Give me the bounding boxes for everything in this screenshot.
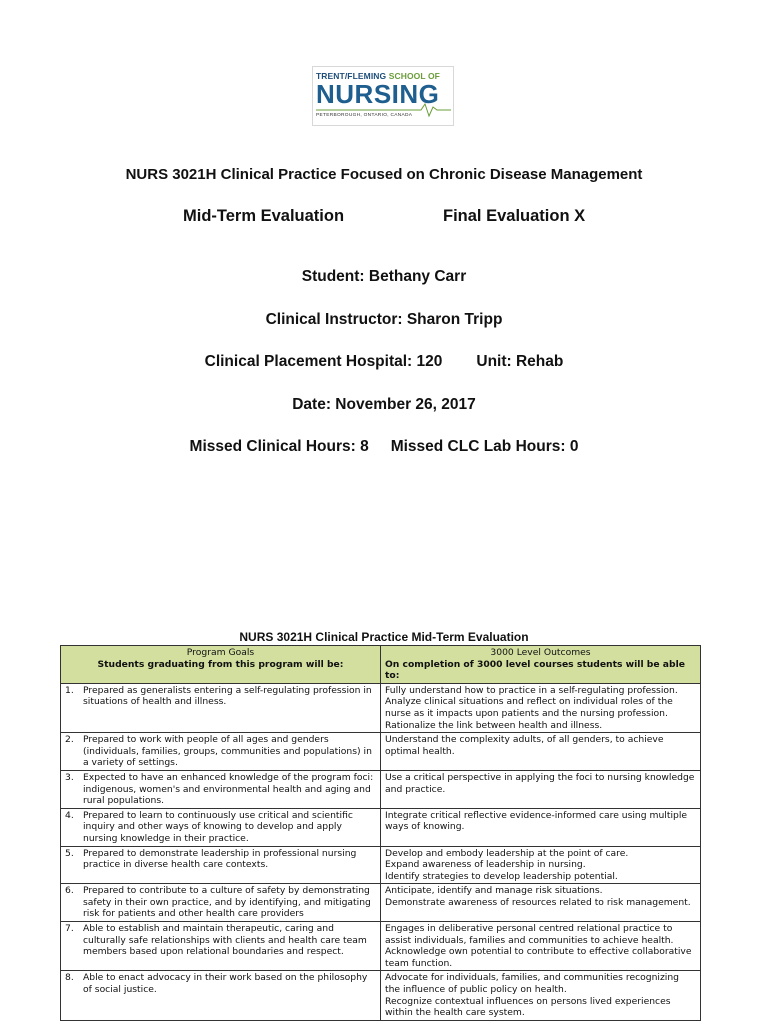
goal-text: Prepared as generalists entering a self-regulating profession in situations of health and illness. <box>83 684 372 708</box>
table-row <box>61 808 701 846</box>
outcome-text: Integrate critical reflective evidence-informed care using multiple ways of knowing. <box>385 809 688 833</box>
goal-text: Able to enact advocacy in their work based on the philosophy of social justice. <box>83 972 368 996</box>
logo-location: PETERBOROUGH, ONTARIO, CANADA <box>316 113 413 118</box>
goal-text: Prepared to work with people of all ages and genders (individuals, families, groups, communities and populations) in a variety of settings. <box>83 734 372 769</box>
program-goal-cell <box>61 884 381 922</box>
goal-text: Able to establish and maintain therapeutic, caring and culturally safe relationships with clients and health care team members based upon relational boundaries and respect. <box>83 923 367 958</box>
table-row <box>61 683 701 732</box>
placement-line <box>0 353 768 371</box>
program-goal-cell <box>61 922 381 971</box>
final-evaluation-label: Final Evaluation X <box>443 207 586 225</box>
goal-text: Prepared to contribute to a culture of safety by demonstrating safety in their own practice, and by identifying, and mitigating risk for patients and other health care providers <box>83 885 371 920</box>
goal-text: Expected to have an enhanced knowledge of the program foci: indigenous, women's and environmental health and aging and rural populations. <box>83 771 374 807</box>
heartbeat-line-icon <box>313 67 455 127</box>
goal-number: 1. <box>65 684 74 696</box>
goal-text: Prepared to demonstrate leadership in professional nursing practice in diverse health care contexts. <box>83 847 357 871</box>
program-goal-cell <box>61 683 381 732</box>
goal-number: 8. <box>65 972 74 984</box>
table-row <box>61 922 701 971</box>
evaluation-date: Date: November 26, 2017 <box>292 396 476 413</box>
outcome-cell <box>381 884 701 922</box>
table-title: NURS 3021H Clinical Practice Mid-Term Evaluation <box>239 630 529 644</box>
table-row <box>61 733 701 771</box>
outcome-text: Demonstrate awareness of resources related to risk management. <box>385 896 691 908</box>
table-row <box>61 846 701 884</box>
goal-number: 5. <box>65 847 74 859</box>
outcome-text: Engages in deliberative personal centred relational practice to assist individuals, families and communities to achieve health. <box>385 923 674 946</box>
goal-text: Prepared to learn to continuously use critical and scientific inquiry and other ways of knowing to develop and apply nursing knowledge in their practice. <box>83 809 353 844</box>
outcome-cell <box>381 733 701 771</box>
placement-hospital: Clinical Placement Hospital: 120 <box>204 353 443 370</box>
midterm-evaluation-label: Mid-Term Evaluation <box>183 207 345 225</box>
placement-unit: Unit: Rehab <box>476 353 564 370</box>
evaluation-table <box>60 645 701 1021</box>
program-goal-cell <box>61 846 381 884</box>
outcome-cell <box>381 683 701 732</box>
table-row <box>61 770 701 808</box>
level-outcomes-header: 3000 Level Outcomes On completion of 3000 level courses students will be able to: <box>381 646 701 684</box>
table-row <box>61 884 701 922</box>
outcome-text: Acknowledge own potential to contribute to effective collaborative team function. <box>385 946 692 969</box>
outcome-cell <box>381 808 701 846</box>
outcome-text: Anticipate, identify and manage risk situations. <box>385 885 603 897</box>
school-logo <box>312 66 454 126</box>
outcome-text: Recognize contextual influences on persons lived experiences within the health care system. <box>385 995 671 1019</box>
outcome-cell <box>381 846 701 884</box>
clinical-instructor: Clinical Instructor: Sharon Tripp <box>265 311 503 328</box>
goal-number: 2. <box>65 734 74 746</box>
program-goals-header: Program Goals Students graduating from this program will be: <box>61 646 381 684</box>
outcome-text: Expand awareness of leadership in nursing. <box>385 859 586 871</box>
outcome-cell <box>381 770 701 808</box>
program-goal-cell <box>61 808 381 846</box>
goal-number: 3. <box>65 771 74 783</box>
outcome-text: Understand the complexity adults, of all genders, to achieve optimal health. <box>385 734 664 757</box>
goal-number: 7. <box>65 923 74 935</box>
outcome-text: Use a critical perspective in applying the foci to nursing knowledge and practice. <box>385 771 695 795</box>
missed-lab-hours: Missed CLC Lab Hours: 0 <box>390 438 579 455</box>
outcome-text: Develop and embody leadership at the point of care. <box>385 847 629 859</box>
program-goal-cell <box>61 971 381 1020</box>
outcome-text: Advocate for individuals, families, and communities recognizing the influence of public policy on health. <box>385 972 680 996</box>
outcome-text: Rationalize the link between health and illness. <box>385 719 603 731</box>
program-goal-cell <box>61 733 381 771</box>
missed-clinical-hours: Missed Clinical Hours: 8 <box>189 438 369 455</box>
logo-line-1: TRENT/FLEMING SCHOOL OF <box>316 71 440 81</box>
outcome-cell <box>381 971 701 1020</box>
student-name: Student: Bethany Carr <box>301 268 467 285</box>
outcome-cell <box>381 922 701 971</box>
outcome-text: Analyze clinical situations and reflect on individual roles of the nurse as it impacts upon patients and the nursing profession. <box>385 696 673 719</box>
goal-number: 6. <box>65 885 74 897</box>
table-row <box>61 971 701 1020</box>
table-header-row <box>61 646 701 684</box>
missed-hours-line <box>0 438 768 456</box>
outcome-text: Fully understand how to practice in a self-regulating profession. <box>385 684 678 696</box>
program-goal-cell <box>61 770 381 808</box>
outcome-text: Identify strategies to develop leadership potential. <box>385 870 618 882</box>
course-title: NURS 3021H Clinical Practice Focused on Chronic Disease Management <box>125 166 643 183</box>
goal-number: 4. <box>65 809 74 821</box>
logo-wordmark: NURSING <box>316 79 440 109</box>
